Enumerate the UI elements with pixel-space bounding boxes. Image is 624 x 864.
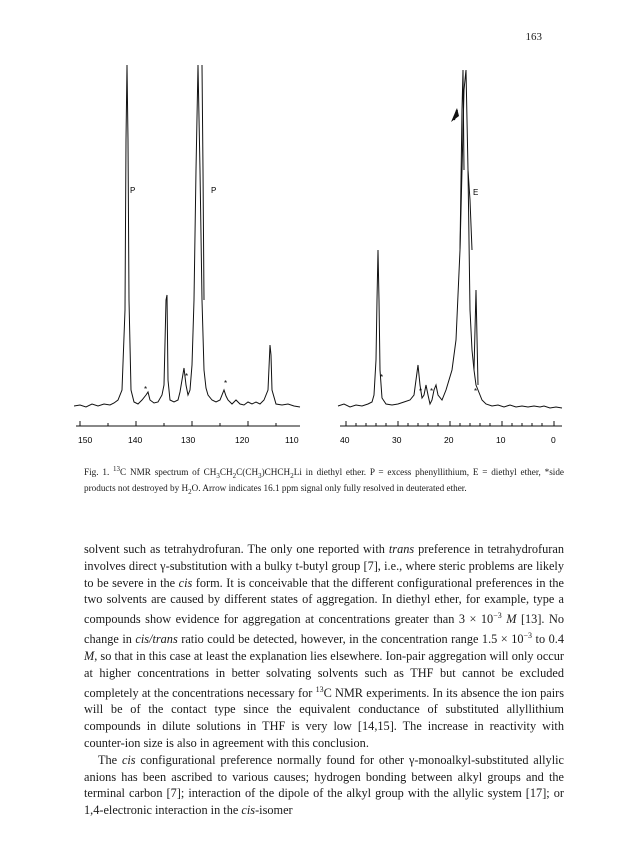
text-run: ratio could be detected, however, in the concentration range 1.5 × 10 [177, 632, 524, 647]
asterisk-marker: * [430, 387, 434, 396]
superscript: 13 [113, 465, 121, 473]
right-spectrum [338, 70, 562, 408]
right-tick-labels [340, 435, 556, 445]
text-run: C NMR experiments. In its absence the ion pairs will be of the contact type since the equivalent conductance of substituted allyllithium compounds in dilute solutions in THF is very low [14,15]. The increase in reactivity with counter-ion size is also in agreement with this conclusion. [84, 685, 564, 751]
asterisk-marker: * [380, 373, 384, 382]
left-spectrum-trace-2 [202, 65, 204, 300]
right-tick-label: 40 [340, 435, 350, 445]
left-tick-labels [78, 435, 299, 445]
right-tick-label: 30 [392, 435, 402, 445]
italic-text: M [84, 648, 95, 663]
text-run: , so that in this case at least the explanation lies elsewhere. Ion-pair aggregation will only occur at higher concentrations in better solvating solvents such as THF but cannot be excluded completely at the concentrations necessary for [84, 648, 564, 700]
left-peak-labels [130, 186, 227, 394]
left-tick-label: 140 [128, 435, 143, 445]
italic-text: cis [178, 575, 193, 590]
italic-text: cis [241, 803, 256, 818]
left-spectrum-trace [74, 65, 300, 407]
right-spectrum-trace [338, 70, 562, 408]
figure-number: Fig. 1. [84, 467, 110, 478]
asterisk-marker: * [474, 387, 478, 396]
caption-text: C(CH [236, 467, 259, 478]
right-tick-label: 10 [496, 435, 506, 445]
text-run: solvent such as tetrahydrofuran. The only one reported with [84, 542, 389, 556]
paragraph [84, 752, 564, 819]
peak-label-p: P [211, 186, 217, 195]
caption-text: )CHCH [261, 467, 291, 478]
left-baseline-axis [76, 421, 300, 426]
nmr-figure [74, 50, 564, 470]
text-run: form. It is conceivable that the different configurational preferences in the two solvents are caused by different states of aggregation. In diethyl ether, for example, type a compounds show evidence for aggregation at concentrations greater than 3 × 10 [84, 575, 564, 627]
right-tick-label: 0 [551, 435, 556, 445]
italic-text: cis [121, 752, 136, 767]
right-peak-labels [380, 188, 478, 396]
text-run: [13]. No change in [84, 612, 565, 647]
peak-label-e: E [473, 188, 479, 197]
text-run: to 0.4 [532, 632, 564, 647]
nmr-spectrum-plot [74, 50, 564, 470]
right-baseline-axis [340, 421, 562, 426]
right-tick-label: 20 [444, 435, 454, 445]
subscript: 2 [188, 488, 192, 497]
asterisk-marker: * [224, 379, 228, 388]
asterisk-marker: * [144, 385, 148, 394]
subscript: 2 [232, 471, 237, 480]
text-run: The [98, 752, 122, 767]
page-number: 163 [525, 31, 542, 43]
body-text [84, 541, 564, 819]
left-spectrum [74, 65, 300, 407]
italic-text: M [506, 612, 517, 627]
subscript: 2 [290, 471, 294, 480]
superscript: −3 [493, 611, 502, 621]
asterisk-marker: * [185, 372, 189, 381]
paragraph [84, 541, 564, 752]
text-run: configurational preference normally found for other γ-monoalkyl-substituted allylic anions has been ascribed to various causes; hydrogen bonding between alkyl groups and the terminal carbon [7]; interaction of the dipole of the alkyl group with the allylic system [17]; or 1,4-electronic interaction in the [84, 752, 564, 818]
caption-text: Li in diethyl ether. P = excess phenyllithium, E = diethyl ether, *side products not destroyed by H [84, 467, 565, 494]
left-tick-label: 150 [78, 435, 93, 445]
left-tick-label: 130 [181, 435, 196, 445]
superscript: 13 [315, 684, 324, 694]
peak-label-p: P [130, 186, 136, 195]
italic-text: trans [388, 542, 415, 556]
superscript: −3 [523, 631, 533, 641]
left-tick-label: 120 [235, 435, 250, 445]
caption-text: O. Arrow indicates 16.1 ppm signal only fully resolved in deuterated ether. [191, 483, 467, 494]
asterisk-marker: * [419, 387, 423, 396]
figure-caption [84, 463, 564, 499]
text-run: preference in tetrahydrofuran involves direct γ-substitution with a bulky t-butyl group [7], i.e., where steric problems are likely to be severe in the [84, 542, 564, 590]
caption-text: CH [219, 467, 233, 478]
subscript: 3 [258, 471, 262, 480]
italic-text: cis/trans [135, 632, 178, 647]
caption-text: C NMR spectrum of CH [120, 467, 217, 478]
text-run: -isomer [255, 803, 293, 818]
subscript: 3 [216, 471, 220, 480]
left-tick-label: 110 [285, 435, 299, 445]
arrow-icon [451, 108, 459, 122]
